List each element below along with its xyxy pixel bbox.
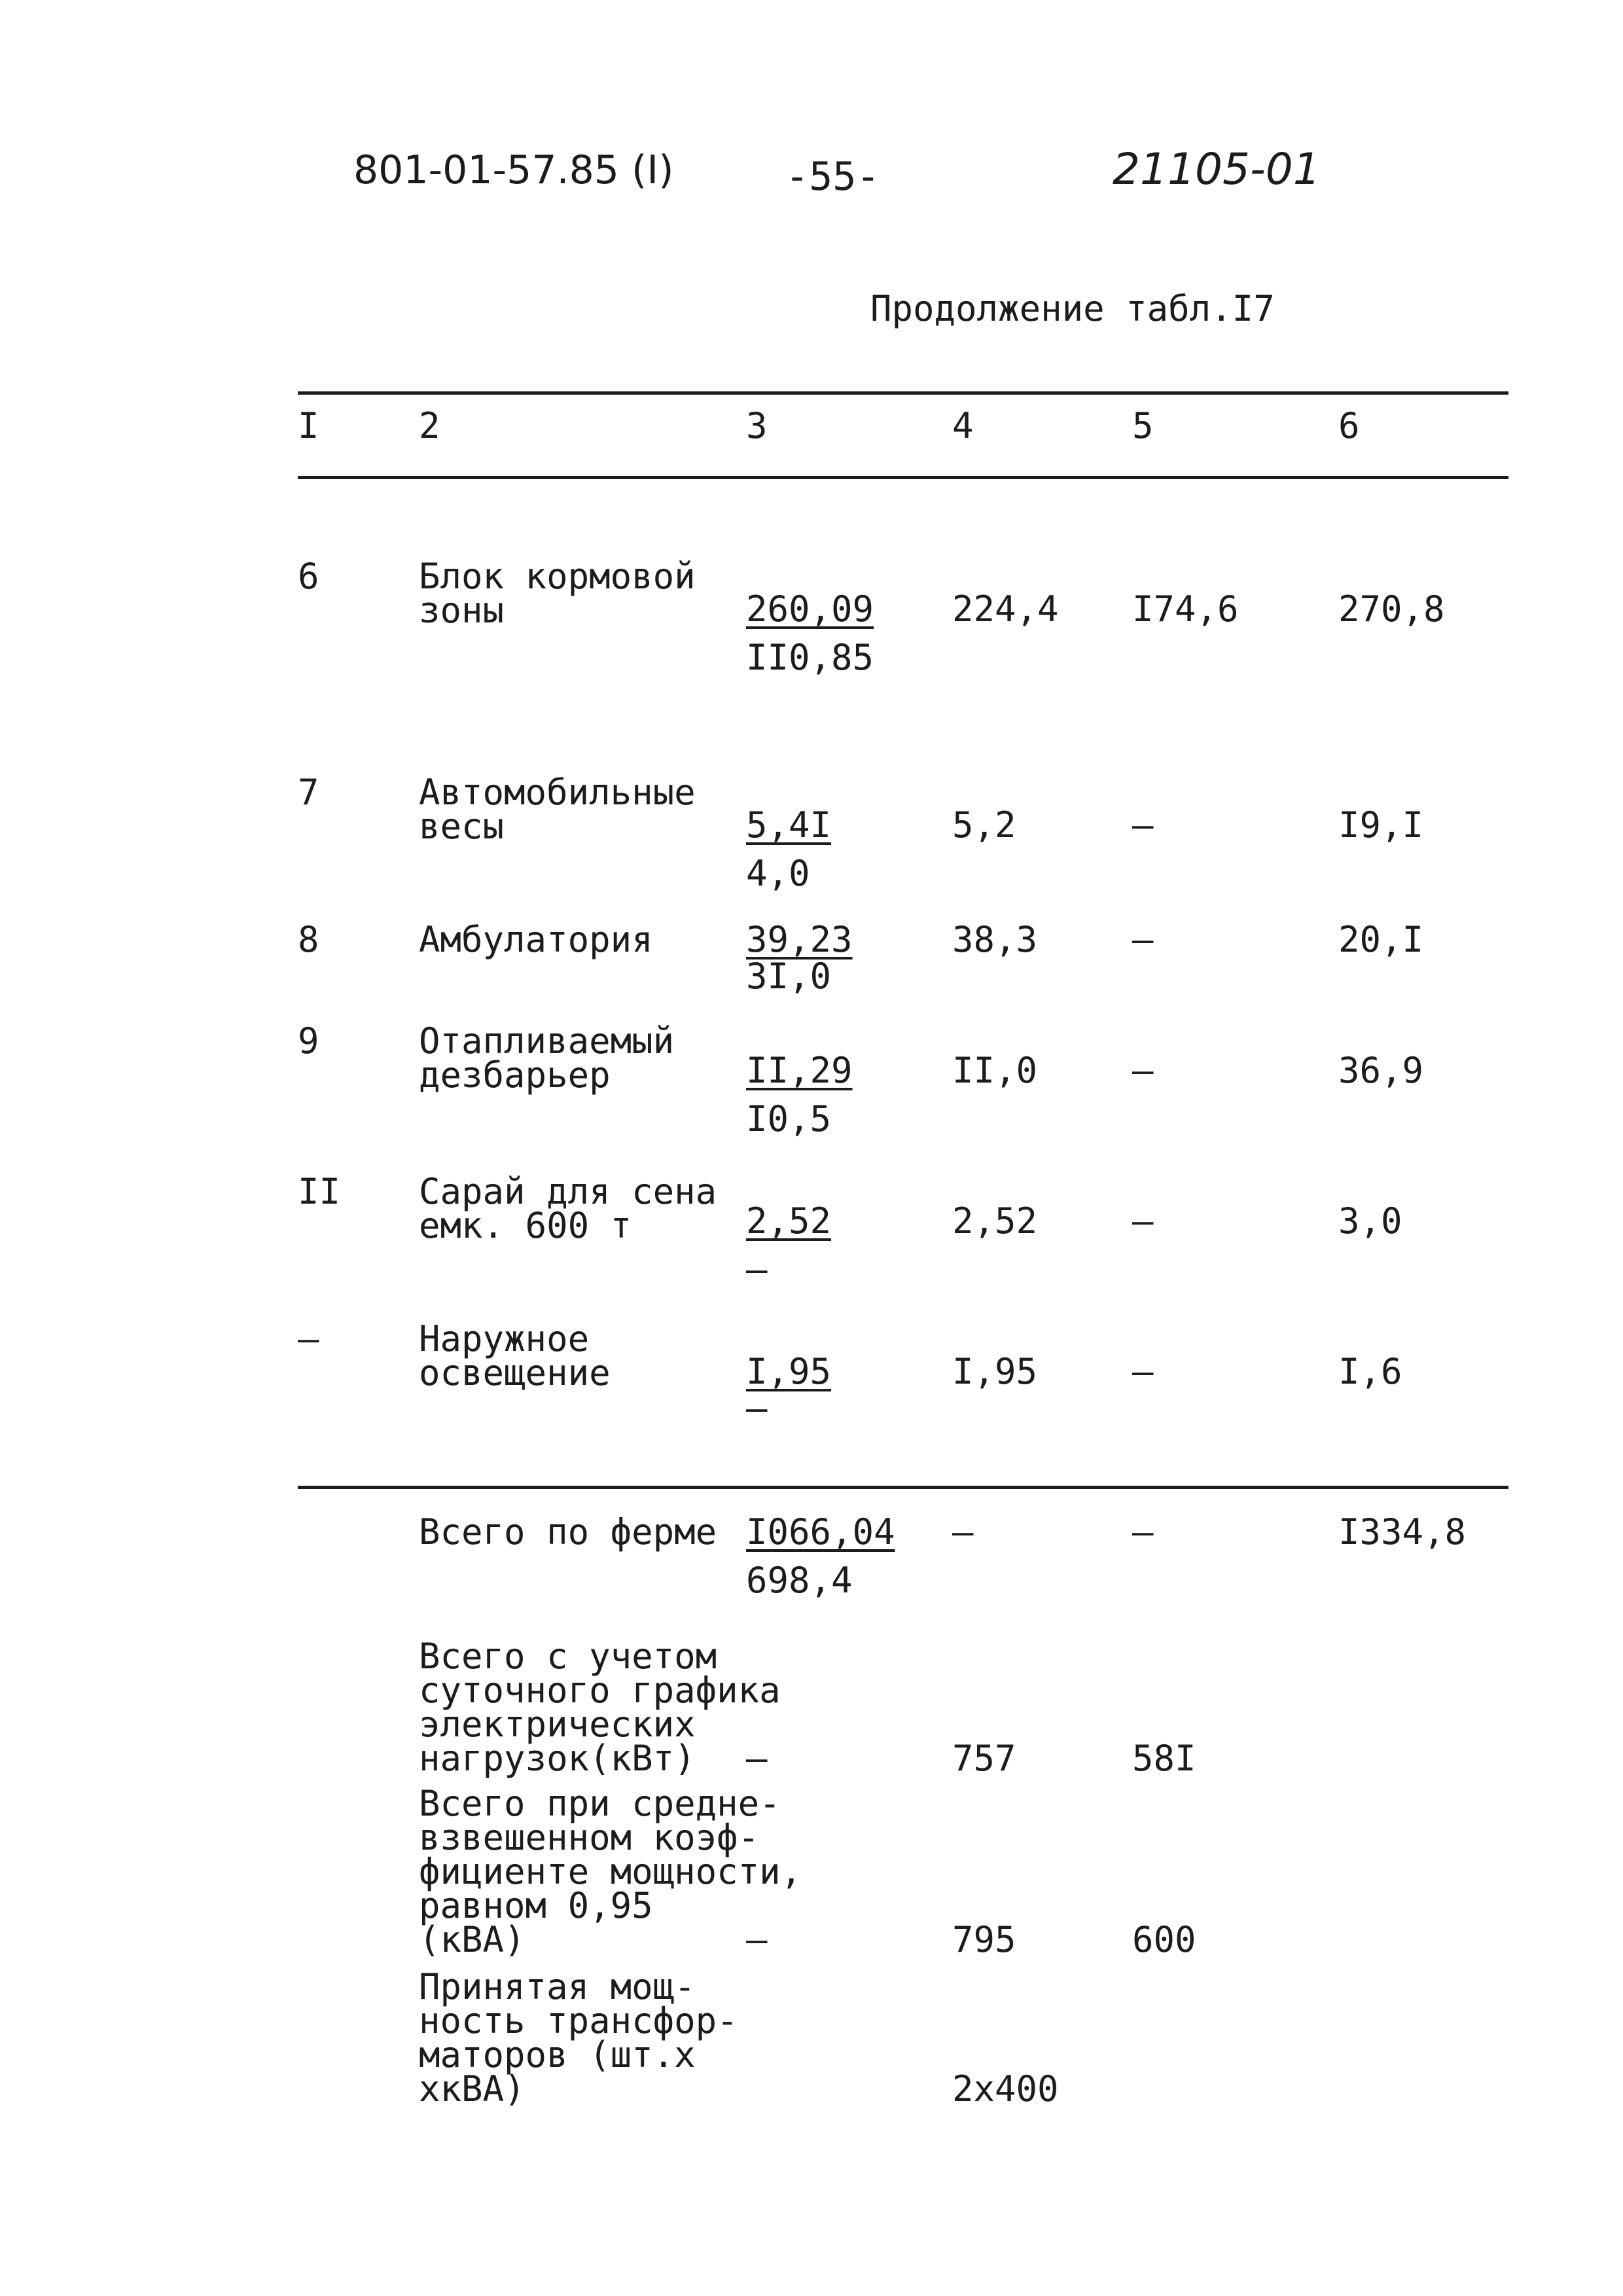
column-header-1: I bbox=[298, 405, 319, 446]
row-name bbox=[419, 772, 696, 847]
fraction-bottom: 4,0 bbox=[746, 853, 810, 894]
total-name-line: нагрузок(кВт) bbox=[419, 1738, 696, 1779]
row-name-line: Сарай для сена bbox=[419, 1171, 717, 1212]
row-name-line: дезбарьер bbox=[419, 1054, 611, 1096]
row-col5: I74,6 bbox=[1132, 588, 1239, 630]
row-col5: – bbox=[1132, 1351, 1154, 1392]
total-name-line: равном 0,95 bbox=[419, 1885, 653, 1926]
row-name-line: Блок кормовой bbox=[419, 556, 696, 597]
total-name-line: взвешенном коэф- bbox=[419, 1817, 760, 1858]
total-name bbox=[419, 1636, 781, 1779]
row-name-line: Амбулатория bbox=[419, 919, 653, 960]
total-fraction bbox=[746, 1511, 895, 1601]
total-name-line: Всего с учетом bbox=[419, 1636, 717, 1677]
total-col4: 2х400 bbox=[952, 2068, 1059, 2109]
row-fraction bbox=[746, 1050, 853, 1139]
table-top-rule bbox=[298, 391, 1508, 395]
row-col6: 20,I bbox=[1338, 919, 1424, 960]
row-col4: 224,4 bbox=[952, 588, 1059, 630]
total-name-line: электрических bbox=[419, 1704, 696, 1745]
row-name-line: весы bbox=[419, 806, 505, 847]
total-col5: 600 bbox=[1132, 1919, 1196, 1960]
row-col4: I,95 bbox=[952, 1351, 1038, 1392]
total-name bbox=[419, 1966, 738, 2109]
column-header-2: 2 bbox=[419, 405, 440, 446]
row-number: II bbox=[298, 1171, 341, 1212]
total-name bbox=[419, 1511, 717, 1552]
row-fraction bbox=[746, 919, 853, 997]
document-code: 801-01-57.85 (I) bbox=[353, 147, 674, 193]
row-col6: 270,8 bbox=[1338, 588, 1445, 630]
row-name-line: Наружное bbox=[419, 1318, 590, 1359]
total-name-line: хкВА) bbox=[419, 2068, 526, 2109]
fraction-bottom: II0,85 bbox=[746, 637, 874, 678]
row-col6: I9,I bbox=[1338, 804, 1424, 846]
total-name-line: фициенте мощности, bbox=[419, 1851, 802, 1892]
row-col5: – bbox=[1132, 919, 1154, 960]
column-header-5: 5 bbox=[1132, 405, 1154, 446]
row-name-line: емк. 600 т bbox=[419, 1205, 632, 1246]
total-name-line: Принятая мощ- bbox=[419, 1966, 696, 2007]
total-col4: 757 bbox=[952, 1738, 1016, 1779]
row-col6: I,6 bbox=[1338, 1351, 1402, 1392]
row-number: 6 bbox=[298, 556, 319, 597]
total-col5: – bbox=[1132, 1511, 1154, 1552]
total-col5: 58I bbox=[1132, 1738, 1196, 1779]
column-header-3: 3 bbox=[746, 405, 768, 446]
page-number: -55- bbox=[785, 154, 880, 200]
row-col5: – bbox=[1132, 1050, 1154, 1091]
fraction-top: II,29 bbox=[746, 1050, 853, 1091]
row-number: 8 bbox=[298, 919, 319, 960]
total-name-line: ность трансфор- bbox=[419, 2000, 738, 2041]
column-header-4: 4 bbox=[952, 405, 974, 446]
fraction-top: 5,4I bbox=[746, 804, 832, 846]
row-number: 7 bbox=[298, 772, 319, 813]
total-name bbox=[419, 1783, 802, 1960]
table-caption: Продолжение табл.I7 bbox=[870, 288, 1275, 329]
total-name-line: суточного графика bbox=[419, 1670, 781, 1711]
table-header-rule bbox=[298, 476, 1508, 479]
total-col3: – bbox=[746, 1738, 768, 1779]
fraction-bottom: 3I,0 bbox=[746, 956, 832, 997]
row-fraction bbox=[746, 1351, 832, 1429]
fraction-top: 2,52 bbox=[746, 1200, 832, 1242]
row-name-line: освещение bbox=[419, 1352, 611, 1393]
row-col4: 2,52 bbox=[952, 1200, 1038, 1242]
total-col4: – bbox=[952, 1511, 974, 1552]
row-col6: 3,0 bbox=[1338, 1200, 1402, 1242]
row-name bbox=[419, 1318, 611, 1393]
total-name-line: маторов (шт.х bbox=[419, 2034, 696, 2075]
fraction-top: 260,09 bbox=[746, 588, 874, 630]
row-col6: 36,9 bbox=[1338, 1050, 1424, 1091]
row-number: 9 bbox=[298, 1020, 319, 1062]
fraction-bottom: – bbox=[746, 1388, 768, 1429]
row-name bbox=[419, 1020, 675, 1096]
row-fraction bbox=[746, 1200, 832, 1290]
total-name-line: (кВА) bbox=[419, 1919, 526, 1960]
fraction-top: I,95 bbox=[746, 1351, 832, 1392]
row-name bbox=[419, 1171, 717, 1246]
row-fraction bbox=[746, 588, 874, 678]
row-col4: 38,3 bbox=[952, 919, 1038, 960]
row-name bbox=[419, 556, 696, 631]
fraction-bottom: I0,5 bbox=[746, 1098, 832, 1139]
fraction-top: 39,23 bbox=[746, 919, 853, 960]
column-header-6: 6 bbox=[1338, 405, 1360, 446]
row-col5: – bbox=[1132, 804, 1154, 846]
row-name-line: Автомобильные bbox=[419, 772, 696, 813]
row-name-line: Отапливаемый bbox=[419, 1020, 675, 1062]
row-col4: 5,2 bbox=[952, 804, 1016, 846]
fraction-bottom: – bbox=[746, 1249, 768, 1290]
row-col5: – bbox=[1132, 1200, 1154, 1242]
row-number: – bbox=[298, 1318, 319, 1359]
fraction-top: I066,04 bbox=[746, 1511, 895, 1552]
total-col6: I334,8 bbox=[1338, 1511, 1467, 1552]
row-col4: II,0 bbox=[952, 1050, 1038, 1091]
total-col4: 795 bbox=[952, 1919, 1016, 1960]
table-totals-rule bbox=[298, 1486, 1508, 1489]
total-name-line: Всего при средне- bbox=[419, 1783, 781, 1824]
inventory-number: 21105-01 bbox=[1113, 144, 1321, 194]
row-fraction bbox=[746, 804, 832, 894]
fraction-bottom: 698,4 bbox=[746, 1560, 853, 1601]
row-name bbox=[419, 919, 653, 960]
total-col3: – bbox=[746, 1919, 768, 1960]
total-name-line: Всего по ферме bbox=[419, 1511, 717, 1552]
row-name-line: зоны bbox=[419, 590, 505, 631]
